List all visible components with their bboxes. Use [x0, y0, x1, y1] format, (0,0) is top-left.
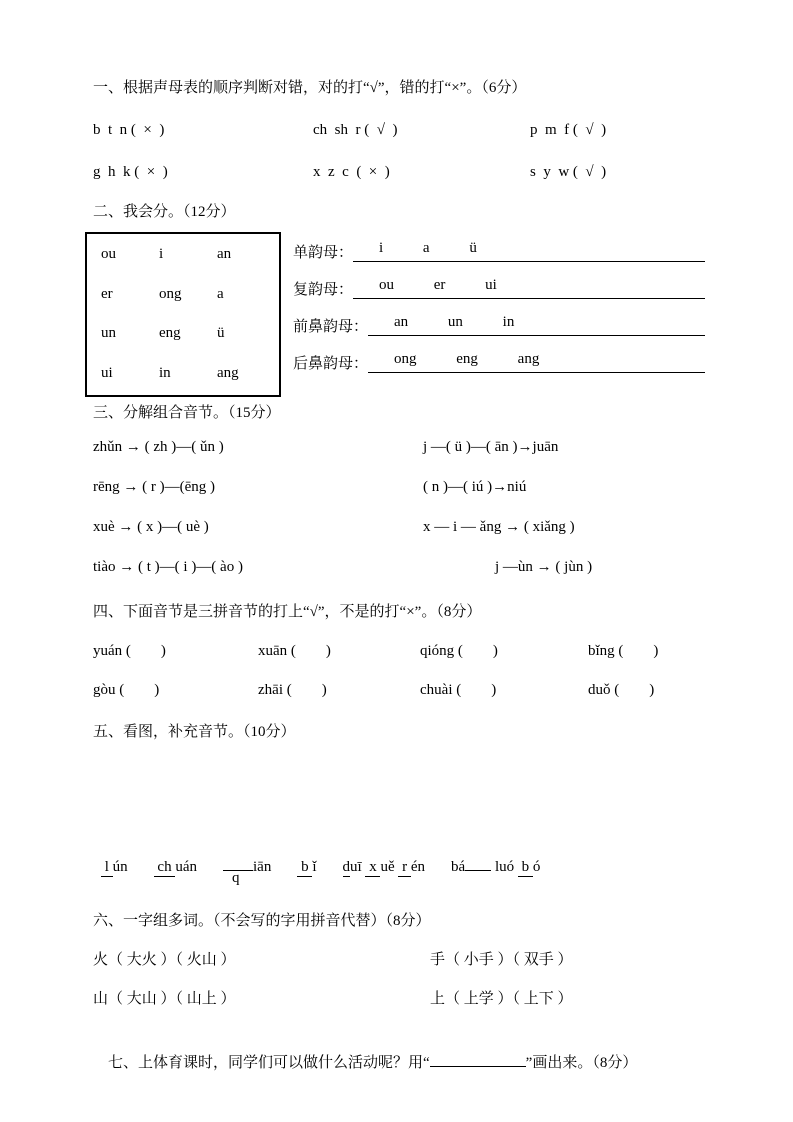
syllable-decompose: xuè → ( x )—( uè ): [93, 519, 209, 535]
section-3-row: [93, 517, 705, 537]
section-6-row-1: [93, 950, 705, 970]
section-4-row-2: [93, 680, 705, 700]
written-initial: b: [517, 859, 533, 875]
judge-item: ch sh r ( √ ): [313, 122, 398, 138]
final-syllable: ü: [217, 325, 225, 342]
judge-item: p m f ( √ ): [530, 122, 607, 138]
final-syllable: eng: [159, 325, 181, 342]
final-syllable: i: [159, 246, 164, 262]
syllable-check-item: yuán ( ): [93, 643, 166, 659]
answer-blank: [465, 855, 491, 871]
section-3-row: [93, 437, 705, 457]
section-3-row: [93, 557, 705, 577]
answer-dui-xue-ren: [343, 857, 426, 877]
answer-line: [353, 235, 705, 262]
written-initial: q: [232, 870, 240, 886]
section-3-title: 三、分解组合音节。（15分）: [93, 405, 281, 421]
section-6-title: 六、一字组多词。（不会写的字用拼音代替）（8分）: [93, 913, 431, 929]
syllable-final: iān: [253, 859, 272, 875]
syllable-check-item: chuài ( ): [420, 682, 497, 698]
syllable-text: luó: [491, 859, 518, 875]
syllable-final: én: [410, 859, 426, 875]
syllable-combine: ( n )—( iú )→niú: [423, 479, 527, 495]
line-label: 复韵母：: [293, 282, 354, 298]
syllable-decompose: rēng → ( r )—(ēng ): [93, 479, 216, 495]
written-answer: an un in: [394, 314, 515, 330]
answer-qian: [223, 855, 272, 886]
final-syllable: er: [101, 285, 113, 302]
section-5-title: 五、看图，补充音节。（10分）: [93, 724, 296, 740]
judge-item: g h k ( × ): [93, 164, 168, 180]
answer-ba-luo-bo: [451, 855, 540, 877]
answer-chuan: [154, 857, 197, 877]
question-text-pre: 七、上体育课时，同学们可以做什么活动呢？用“: [108, 1055, 430, 1071]
word-group-item: 火（ 大火 ）（ 火山 ）: [93, 952, 236, 968]
section-2-body: [93, 232, 705, 397]
final-syllable: ang: [217, 364, 239, 381]
section-3-row: [93, 477, 705, 497]
section-2-title: 二、我会分。（12分）: [93, 204, 236, 220]
syllable-check-item: qióng ( ): [420, 643, 498, 659]
syllable-final: ǐ: [312, 859, 317, 875]
section-4-title: 四、下面音节是三拼音节的打上“√”，不是的打“×”。（8分）: [93, 604, 482, 620]
section-6-row-2: [93, 989, 705, 1009]
word-group-item: 上（ 上学 ）（ 上下 ）: [430, 991, 573, 1007]
written-initial: r: [398, 859, 411, 875]
syllable-check-item: gòu ( ): [93, 682, 160, 698]
syllable-combine: j —( ü )—( ān )→juān: [423, 439, 559, 455]
written-initial: l: [101, 859, 113, 875]
written-initial: b: [297, 859, 313, 875]
written-initial: x: [365, 859, 381, 875]
word-group-item: 手（ 小手 ）（ 双手 ）: [430, 952, 573, 968]
judge-item: b t n ( × ): [93, 122, 165, 138]
syllable-decompose: zhǔn → ( zh )—( ǔn ): [93, 439, 224, 455]
judge-item: x z c ( × ): [313, 164, 390, 180]
syllable-decompose: tiào → ( t )—( i )—( ào ): [93, 559, 243, 575]
answer-line: [368, 309, 705, 336]
section-7-title: [93, 1032, 705, 1093]
answer-bi: [297, 857, 316, 877]
judge-item: s y w ( √ ): [530, 164, 607, 180]
section-1-title: 一、根据声母表的顺序判断对错，对的打“√”，错的打“×”。（6分）: [93, 80, 527, 96]
section-5-answers: [93, 855, 705, 886]
section-1-row-1: [93, 120, 705, 140]
final-syllable: a: [217, 285, 224, 302]
written-answer: i a ü: [379, 240, 477, 256]
final-syllable: un: [101, 325, 116, 342]
syllable-text: bá: [451, 859, 466, 875]
section-1-row-2: [93, 162, 705, 182]
final-syllable: an: [217, 246, 232, 262]
syllable-final: uī: [350, 859, 366, 875]
answer-blank: [223, 855, 253, 886]
line-back-nasal-finals: [293, 336, 705, 373]
answer-line: [353, 272, 705, 299]
syllable-final: uán: [175, 859, 198, 875]
line-label: 前鼻韵母：: [293, 319, 369, 335]
section-4-row-1: [93, 641, 705, 661]
final-syllable: ui: [101, 364, 113, 381]
written-initial: ch: [153, 859, 176, 875]
final-syllable: in: [159, 364, 171, 381]
syllable-final: uě: [380, 859, 399, 875]
syllable-final: ó: [532, 859, 541, 875]
finals-box: [85, 232, 281, 397]
line-compound-finals: [293, 262, 705, 299]
line-simple-finals: [293, 232, 705, 262]
syllable-combine: x — i — ǎng → ( xiǎng ): [423, 519, 575, 535]
line-front-nasal-finals: [293, 299, 705, 336]
classification-lines: [293, 232, 705, 397]
written-answer: ou er ui: [379, 277, 497, 293]
written-answer: ong eng ang: [394, 351, 540, 367]
final-syllable: ou: [101, 246, 116, 262]
syllable-check-item: zhāi ( ): [258, 682, 327, 698]
written-initial: d: [342, 859, 351, 875]
line-label: 后鼻韵母：: [293, 356, 369, 372]
syllable-combine: j —ùn → ( jùn ): [495, 559, 593, 575]
syllable-check-item: xuān ( ): [258, 643, 331, 659]
syllable-final: ún: [112, 859, 128, 875]
word-group-item: 山（ 大山 ）（ 山上 ）: [93, 991, 236, 1007]
final-syllable: ong: [159, 285, 182, 302]
picture-area: [93, 742, 705, 855]
inline-blank: [430, 1052, 526, 1067]
syllable-check-item: duǒ ( ): [588, 682, 655, 698]
answer-lun: [101, 857, 128, 877]
syllable-check-item: bǐng ( ): [588, 643, 659, 659]
line-label: 单韵母：: [293, 245, 354, 261]
question-text-post: ”画出来。（8分）: [525, 1055, 638, 1071]
answer-line: [368, 346, 705, 373]
